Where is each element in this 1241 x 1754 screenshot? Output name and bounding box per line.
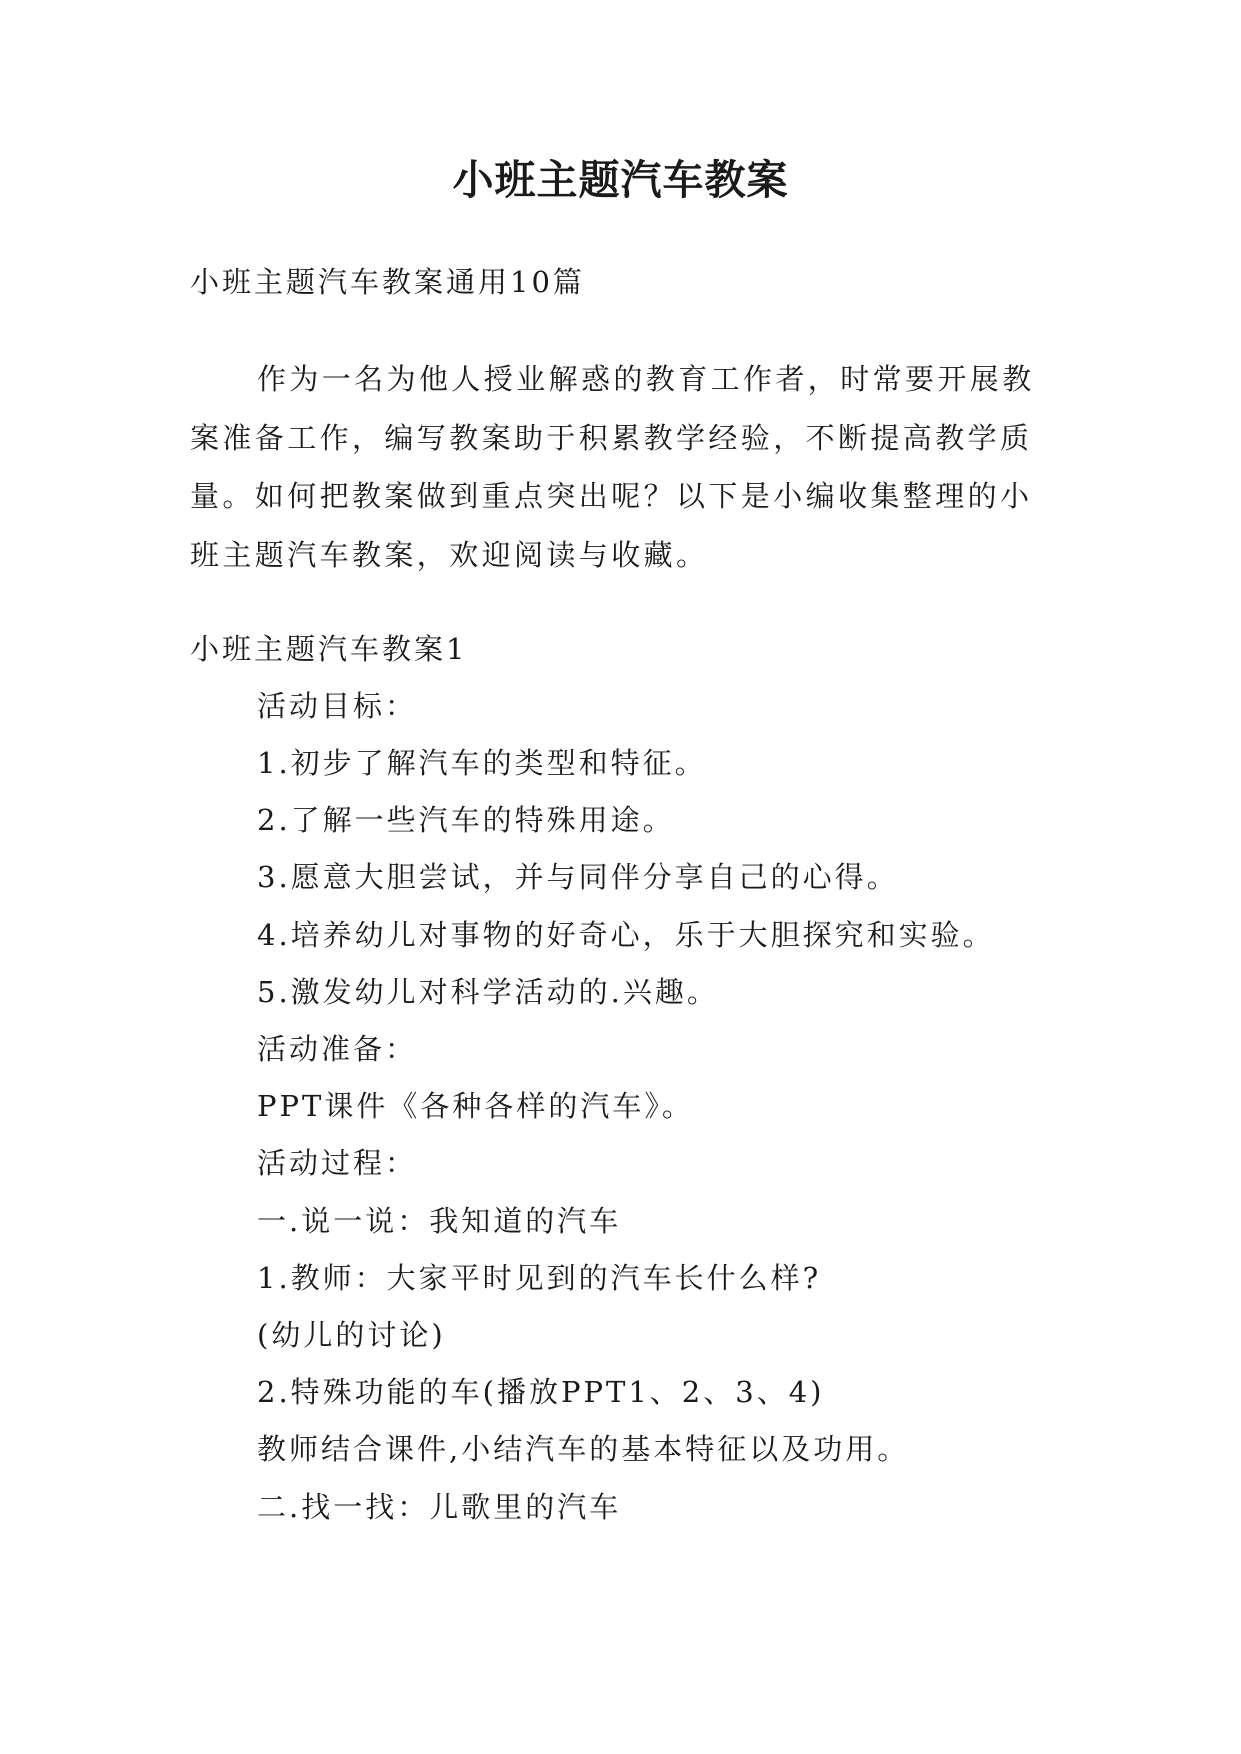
body-line: 1.初步了解汽车的类型和特征。 [257,746,707,780]
body-line: 1.教师：大家平时见到的汽车长什么样? [257,1261,822,1295]
body-line: 二.找一找：儿歌里的汽车 [257,1490,622,1524]
intro-paragraph [190,350,1060,584]
body-line: 5.激发幼儿对科学活动的.兴趣。 [257,975,719,1009]
body-line: 一.说一说：我知道的汽车 [257,1204,622,1238]
document-subtitle: 小班主题汽车教案通用10篇 [190,265,585,299]
body-line: 活动目标： [257,689,418,723]
body-line: 2.了解一些汽车的特殊用途。 [257,803,675,837]
body-line: 3.愿意大胆尝试，并与同伴分享自己的心得。 [257,860,899,894]
body-line: PPT课件《各种各样的汽车》。 [257,1089,694,1123]
intro-line: 班主题汽车教案，欢迎阅读与收藏。 [190,537,709,572]
intro-line: 作为一名为他人授业解惑的教育工作者，时常要开展教 [257,362,1035,396]
body-line: (幼儿的讨论) [257,1318,446,1352]
body-line: 教师结合课件,小结汽车的基本特征以及功用。 [257,1432,910,1466]
page-title: 小班主题汽车教案 [452,156,789,204]
body-line: 活动过程： [257,1146,418,1180]
section-heading: 小班主题汽车教案1 [190,632,468,666]
intro-line: 量。如何把教案做到重点突出呢？以下是小编收集整理的小 [190,479,1033,513]
intro-line: 案准备工作，编写教案助于积累教学经验，不断提高教学质 [190,420,1033,455]
body-line: 活动准备： [257,1032,418,1066]
body-line: 4.培养幼儿对事物的好奇心，乐于大胆探究和实验。 [257,918,995,952]
body-line: 2.特殊功能的车(播放PPT1、2、3、4) [257,1375,825,1409]
